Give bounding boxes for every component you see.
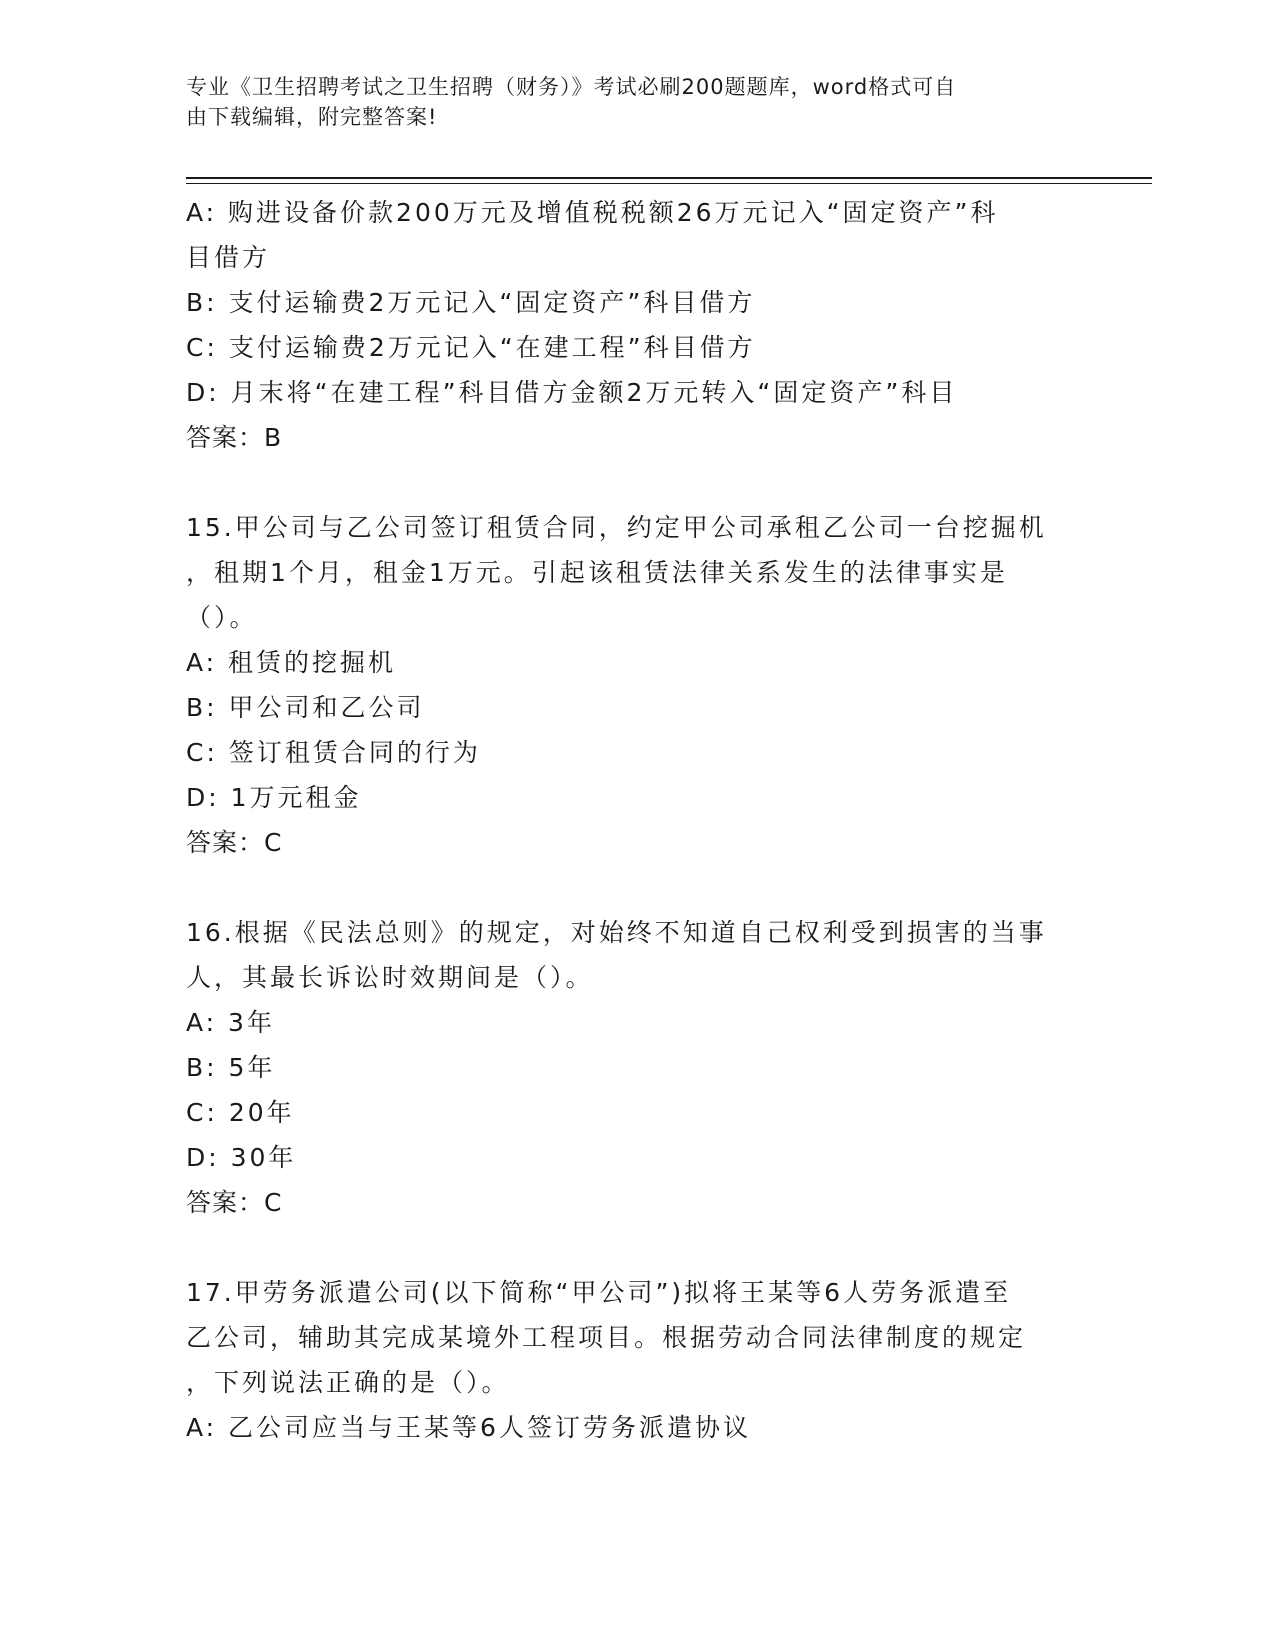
- option-d: D: 30年: [186, 1143, 297, 1172]
- option-a: A: 租赁的挖掘机: [186, 648, 397, 677]
- spacer: [186, 865, 1086, 910]
- question-16: [186, 910, 1086, 1225]
- question-stem-line-2: 乙公司，辅助其完成某境外工程项目。根据劳动合同法律制度的规定: [186, 1323, 1027, 1352]
- question-stem-line-1: 15.甲公司与乙公司签订租赁合同，约定甲公司承租乙公司一台挖掘机: [186, 513, 1047, 542]
- header-line-2: 由下载编辑，附完整答案!: [186, 105, 438, 129]
- question-stem-line-1: 16.根据《民法总则》的规定，对始终不知道自己权利受到损害的当事: [186, 918, 1047, 947]
- answer: 答案：C: [186, 1188, 283, 1217]
- header-line-1: 专业《卫生招聘考试之卫生招聘（财务）》考试必刷200题题库，word格式可自: [186, 75, 957, 99]
- option-b: B: 支付运输费2万元记入“固定资产”科目借方: [186, 288, 756, 317]
- option-b: B: 5年: [186, 1053, 276, 1082]
- option-c: C: 20年: [186, 1098, 295, 1127]
- option-a: A: 3年: [186, 1008, 275, 1037]
- spacer: [186, 460, 1086, 505]
- question-stem-line-2: 人，其最长诉讼时效期间是（）。: [186, 963, 594, 992]
- option-a-line-1: A: 购进设备价款200万元及增值税税额26万元记入“固定资产”科: [186, 198, 999, 227]
- question-stem-line-3: （）。: [186, 603, 258, 632]
- question-stem-line-1: 17.甲劳务派遣公司(以下简称“甲公司”)拟将王某等6人劳务派遣至: [186, 1278, 1012, 1307]
- question-stem-line-2: ，租期1个月，租金1万元。引起该租赁法律关系发生的法律事实是: [186, 558, 1008, 587]
- option-d: D: 1万元租金: [186, 783, 362, 812]
- header-divider-thin: [186, 183, 1152, 184]
- option-c: C: 签订租赁合同的行为: [186, 738, 481, 767]
- question-list: [186, 190, 1086, 1450]
- question-14: [186, 190, 1086, 460]
- question-stem-line-3: ，下列说法正确的是（）。: [186, 1368, 510, 1397]
- option-d: D: 月末将“在建工程”科目借方金额2万元转入“固定资产”科目: [186, 378, 958, 407]
- option-a-line-2: 目借方: [186, 243, 271, 272]
- question-15: [186, 505, 1086, 865]
- spacer: [186, 1225, 1086, 1270]
- document-header: [186, 72, 1066, 132]
- option-c: C: 支付运输费2万元记入“在建工程”科目借方: [186, 333, 756, 362]
- option-b: B: 甲公司和乙公司: [186, 693, 425, 722]
- header-divider-thick: [186, 177, 1152, 179]
- option-a: A: 乙公司应当与王某等6人签订劳务派遣协议: [186, 1413, 751, 1442]
- answer: 答案：B: [186, 423, 283, 452]
- question-17: [186, 1270, 1086, 1450]
- answer: 答案：C: [186, 828, 283, 857]
